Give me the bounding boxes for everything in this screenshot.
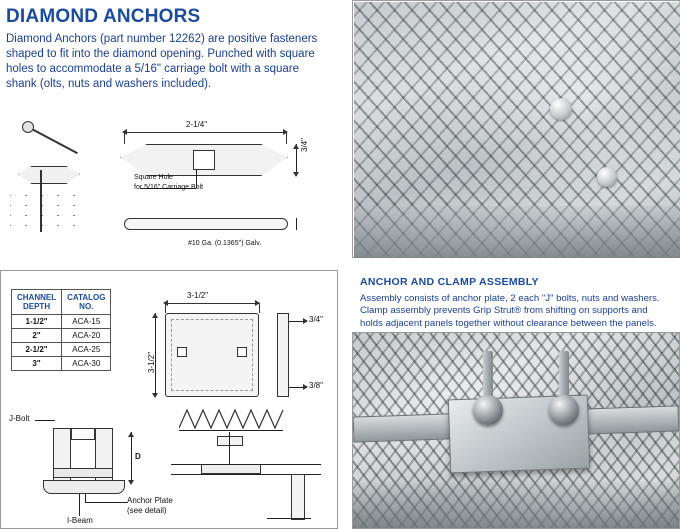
bottom-offset-label: 3/8" bbox=[309, 381, 323, 390]
cell-catalog: ACA-30 bbox=[62, 357, 111, 371]
depth-dim-label: D bbox=[135, 452, 141, 461]
table-row bbox=[12, 357, 111, 371]
anchor-plate-callout-line1: Anchor Plate bbox=[127, 496, 173, 505]
plate-height-label: 3-1/2" bbox=[147, 351, 156, 373]
cell-catalog: ACA-15 bbox=[62, 315, 111, 329]
cell-catalog: ACA-20 bbox=[62, 329, 111, 343]
anchor-sketch-top bbox=[18, 166, 80, 184]
anchor-clamp-assembly-panel bbox=[352, 270, 680, 529]
cell-depth: 2-1/2" bbox=[12, 343, 62, 357]
square-hole-note-line2: for 5/16" Carriage Bolt bbox=[134, 184, 204, 191]
col-channel-depth-line2: DEPTH bbox=[22, 302, 51, 311]
diamond-anchors-panel bbox=[0, 0, 338, 260]
diamond-anchor-drawing bbox=[0, 118, 338, 260]
assembly-photo bbox=[352, 332, 680, 529]
plate-hole-right bbox=[237, 347, 247, 357]
col-catalog-no bbox=[62, 290, 111, 315]
photo-edge-shadow bbox=[354, 206, 680, 258]
expanded-metal-mesh-sketch bbox=[10, 186, 88, 232]
anchor-plate-callout-line2: (see detail) bbox=[127, 506, 167, 515]
height-dim-label: 3/4" bbox=[300, 138, 309, 152]
channel-depth-table bbox=[11, 289, 111, 371]
top-offset-label: 3/4" bbox=[309, 315, 323, 324]
clamp-plate-section bbox=[217, 436, 243, 446]
anchor-plate-plan-drawing bbox=[147, 291, 336, 406]
j-bolt-section-drawing bbox=[9, 406, 173, 525]
expanded-metal-photo bbox=[354, 2, 680, 258]
square-hole-note-line1: Square Hole bbox=[134, 174, 173, 181]
cell-catalog: ACA-25 bbox=[62, 343, 111, 357]
channel-base bbox=[53, 468, 113, 478]
square-hole bbox=[193, 150, 215, 170]
channel-web bbox=[291, 474, 305, 520]
col-channel-depth-line1: CHANNEL bbox=[17, 293, 57, 302]
cell-depth: 2" bbox=[12, 329, 62, 343]
page-title: DIAMOND ANCHORS bbox=[6, 6, 201, 27]
gauge-note: #10 Ga. (0.1365") Galv. bbox=[188, 240, 262, 247]
col-catalog-no-line2: NO. bbox=[79, 302, 94, 311]
assembly-description: Assembly consists of anchor plate, 2 each "J" bolts, nuts and washers. Clamp assembly prevents Grip Strut® from shifting on supports and holds adjacent panels together without clearance between the panels. bbox=[360, 293, 660, 329]
bolt-nut-right bbox=[549, 395, 579, 425]
assembly-title: ANCHOR AND CLAMP ASSEMBLY bbox=[360, 276, 539, 288]
assembly-section-drawing bbox=[171, 406, 331, 524]
table-header-row bbox=[12, 290, 111, 315]
anchor-clamp-detail-panel bbox=[0, 270, 338, 529]
carriage-bolt-head bbox=[22, 121, 34, 133]
cell-depth: 1-1/2" bbox=[12, 315, 62, 329]
width-dim-line bbox=[124, 132, 286, 133]
plate-width-label: 3-1/2" bbox=[187, 291, 209, 300]
assembly-photo-shadow bbox=[353, 482, 679, 528]
bolt-highlight-2 bbox=[597, 167, 617, 187]
grating-profile-icon bbox=[179, 406, 287, 432]
anchor-edge-view bbox=[124, 218, 288, 230]
bolt-highlight-1 bbox=[550, 98, 572, 120]
width-dim-label: 2-1/4" bbox=[186, 120, 208, 129]
beam-flange bbox=[43, 480, 125, 494]
bolt-nut-left bbox=[473, 395, 503, 425]
table-row bbox=[12, 315, 111, 329]
carriage-bolt-shank bbox=[28, 126, 78, 154]
bolt-through-line bbox=[40, 170, 42, 232]
table-row bbox=[12, 329, 111, 343]
col-catalog-no-line1: CATALOG bbox=[67, 293, 106, 302]
support-flange bbox=[201, 464, 261, 474]
anchor-plate-section bbox=[71, 428, 95, 440]
diamond-anchors-description: Diamond Anchors (part number 12262) are positive fasteners shaped to fit into the diamond opening. Punched with square holes to accommodate a 5/16" carriage bolt with a square shank (olts, nuts and washers included). bbox=[6, 33, 318, 90]
table-row bbox=[12, 343, 111, 357]
plate-hole-left bbox=[177, 347, 187, 357]
plate-edge-view bbox=[277, 313, 289, 397]
j-bolt-label: J-Bolt bbox=[9, 414, 30, 423]
expanded-metal-photo-panel bbox=[352, 0, 680, 258]
cell-depth: 3" bbox=[12, 357, 62, 371]
col-channel-depth bbox=[12, 290, 62, 315]
i-beam-label: I-Beam bbox=[67, 516, 93, 525]
